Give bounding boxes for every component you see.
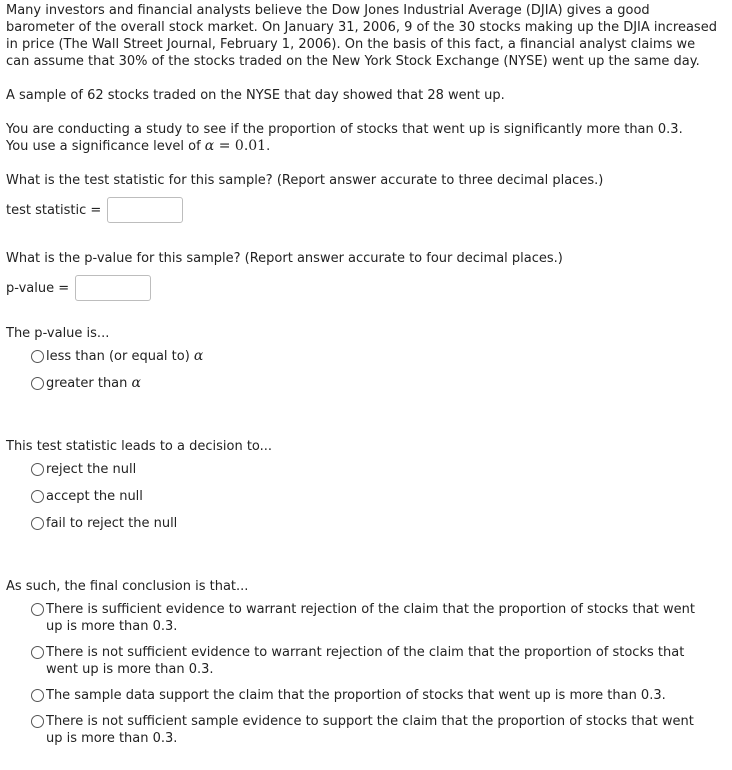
alpha-symbol: α <box>131 375 141 391</box>
p-value-label: p-value = <box>6 280 70 296</box>
decision-options <box>31 461 718 532</box>
test-statistic-field-row <box>6 195 718 225</box>
test-statistic-input[interactable] <box>107 197 183 223</box>
equals-sign: = <box>214 138 235 154</box>
option-label: fail to reject the null <box>46 516 178 531</box>
alpha-symbol: α <box>193 348 204 364</box>
option-less-than-alpha[interactable] <box>31 348 718 365</box>
p-value-input[interactable] <box>75 275 151 301</box>
radio-button[interactable] <box>31 689 44 702</box>
option-reject-null[interactable] <box>31 461 718 478</box>
problem-intro: Many investors and financial analysts believe the Dow Jones Industrial Average (DJIA) gives a good barometer of the overall stock market. On January 31, 2006, 9 of the 30 stocks making up the DJIA increased in price (The Wall Street Journal, February 1, 2006). On the basis of this fact, a financial analyst claims we can assume that 30% of the stocks traded on the New York Stock Exchange (NYSE) went up the same day. <box>6 3 717 69</box>
option-label: There is sufficient evidence to warrant rejection of the claim that the proportion of stocks that went up is more than 0.3. <box>46 602 695 634</box>
question-content <box>6 2 718 756</box>
radio-button[interactable] <box>31 646 44 659</box>
option-label: The sample data support the claim that the proportion of stocks that went up is more than 0.3. <box>46 688 666 703</box>
radio-button[interactable] <box>31 715 44 728</box>
p-value-field-row <box>6 273 718 303</box>
conclusion-question: As such, the final conclusion is that... <box>6 579 249 594</box>
test-statistic-question: What is the test statistic for this sample? (Report answer accurate to three decimal places.) <box>6 173 604 188</box>
option-accept-null[interactable] <box>31 488 718 505</box>
option-label: There is not sufficient evidence to warrant rejection of the claim that the proportion of stocks that went up is more than 0.3. <box>46 645 685 677</box>
study-line-2-prefix: You use a significance level of <box>6 139 205 154</box>
study-line-1: You are conducting a study to see if the proportion of stocks that went up is significantly more than 0.3. <box>6 122 683 137</box>
alpha-symbol: α <box>204 138 215 154</box>
option-text: less than (or equal to) <box>46 349 194 364</box>
option-conclusion-2[interactable] <box>31 644 718 678</box>
p-value-question: What is the p-value for this sample? (Report answer accurate to four decimal places.) <box>6 251 563 266</box>
study-description <box>6 121 718 155</box>
conclusion-options <box>31 601 718 747</box>
option-label <box>46 375 141 392</box>
option-conclusion-1[interactable] <box>31 601 718 635</box>
radio-button[interactable] <box>31 463 44 476</box>
option-conclusion-3[interactable] <box>31 687 718 704</box>
radio-button[interactable] <box>31 350 44 363</box>
option-label <box>46 348 203 365</box>
radio-button[interactable] <box>31 517 44 530</box>
option-greater-than-alpha[interactable] <box>31 375 718 392</box>
study-line-2 <box>6 138 718 155</box>
option-text: greater than <box>46 376 132 391</box>
decision-question: This test statistic leads to a decision to... <box>6 439 273 454</box>
p-value-comparison-options <box>31 348 718 392</box>
test-statistic-label: test statistic = <box>6 202 102 218</box>
option-label: accept the null <box>46 489 143 504</box>
alpha-value: 0.01 <box>234 138 267 154</box>
option-label: reject the null <box>46 462 137 477</box>
radio-button[interactable] <box>31 377 44 390</box>
p-value-comparison-question: The p-value is... <box>6 326 110 341</box>
radio-button[interactable] <box>31 490 44 503</box>
study-line-2-end: . <box>266 139 271 154</box>
radio-button[interactable] <box>31 603 44 616</box>
sample-description: A sample of 62 stocks traded on the NYSE that day showed that 28 went up. <box>6 88 505 103</box>
option-fail-to-reject-null[interactable] <box>31 515 718 532</box>
option-conclusion-4[interactable] <box>31 713 718 747</box>
option-label: There is not sufficient sample evidence to support the claim that the proportion of stocks that went up is more than 0.3. <box>46 714 694 746</box>
